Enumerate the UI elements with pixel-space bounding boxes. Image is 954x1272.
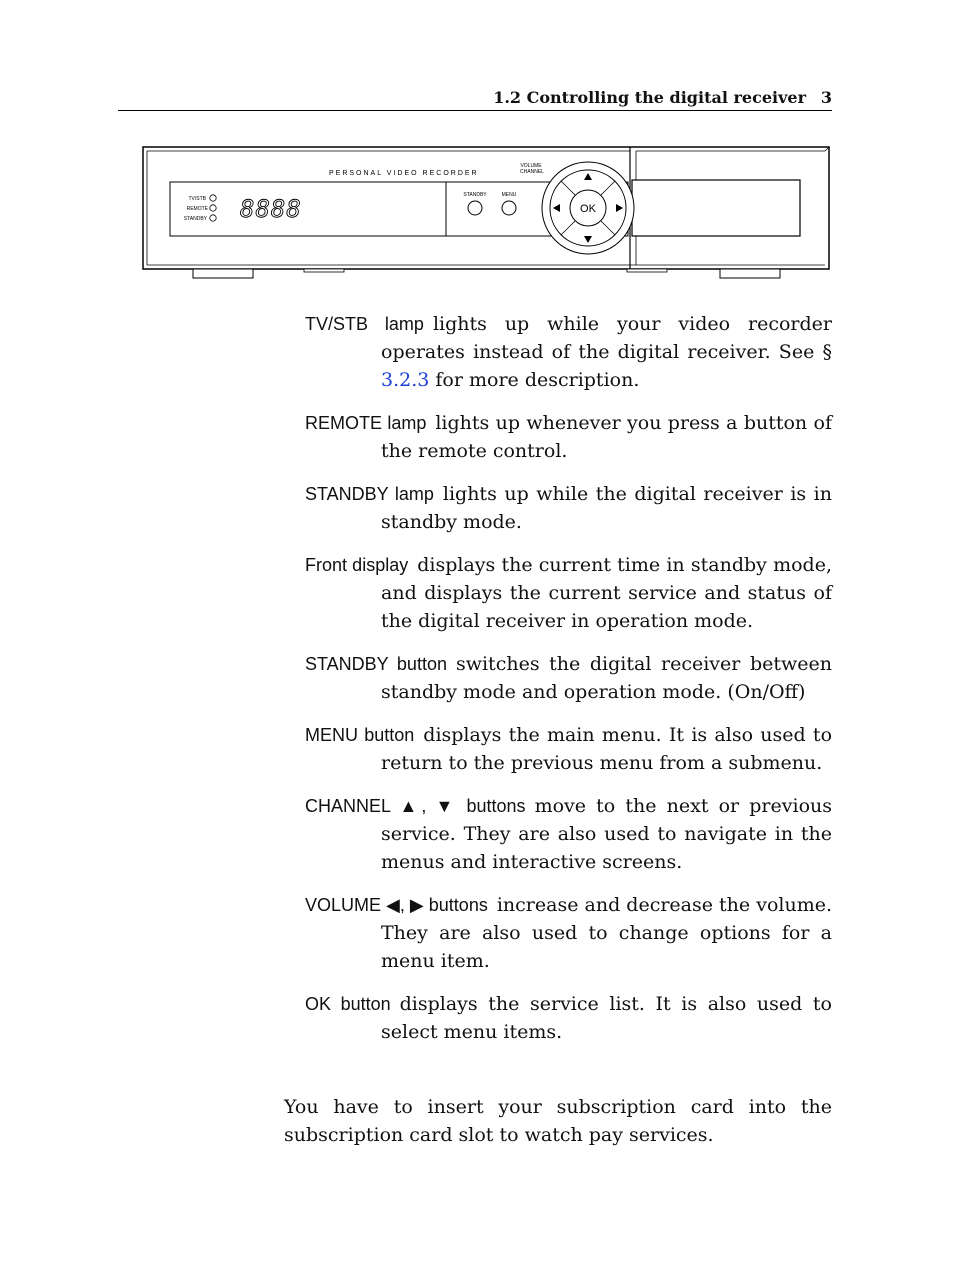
lamp-tv-stb: [188, 195, 216, 202]
brand-text: PERSONAL VIDEO RECORDER: [329, 170, 479, 177]
entry-term: VOLUME ◀, ▶ buttons: [305, 895, 488, 915]
entry-term: TV/STB lamp: [305, 314, 424, 334]
closing-paragraph: You have to insert your subscription card into the subscription card slot to watch pay services.: [284, 1096, 832, 1146]
entry-standby-lamp: [305, 480, 832, 536]
channel-label: CHANNEL: [520, 169, 544, 175]
entry-term: STANDBY lamp: [305, 484, 434, 504]
section-link[interactable]: 3.2.3: [381, 369, 430, 391]
lamp-label: TV/STB: [188, 196, 206, 202]
entry-text: lights up while your video recorder operates instead of the digital receiver. See §: [381, 313, 833, 363]
entry-term: CHANNEL ▲, ▼ buttons: [305, 796, 526, 816]
entry-channel-buttons: [305, 792, 832, 876]
menu-label: MENU: [501, 192, 517, 198]
entry-text: switches the digital receiver between standby mode and operation mode. (On/Off): [381, 653, 832, 703]
menu-button[interactable]: [502, 201, 516, 215]
entry-text: displays the current time in standby mode, and displays the current service and status of the digital receiver in operation mode.: [381, 554, 832, 632]
entry-text-end: for more description.: [429, 369, 640, 391]
entry-standby-button: [305, 650, 832, 706]
lamp-indicator: [210, 215, 216, 221]
entry-term: STANDBY button: [305, 654, 447, 674]
lamp-indicator: [210, 205, 216, 211]
entry-text: move to the next or previous service. They are also used to navigate in the menus and interactive screens.: [381, 795, 832, 873]
page-number: 3: [820, 88, 832, 107]
lamp-standby: [184, 215, 216, 222]
receiver-front-panel-figure: [142, 146, 832, 280]
description-list: [305, 310, 832, 1061]
entry-term: REMOTE lamp: [305, 413, 427, 433]
volume-label: VOLUME: [520, 163, 542, 169]
standby-button[interactable]: [468, 201, 482, 215]
ok-label: OK: [580, 203, 596, 215]
lamp-label: STANDBY: [183, 216, 207, 222]
entry-tv-stb-lamp: [305, 310, 832, 394]
entry-text: displays the service list. It is also used to select menu items.: [381, 993, 832, 1043]
entry-term: MENU button: [305, 725, 415, 745]
entry-front-display: [305, 551, 832, 635]
entry-volume-buttons: [305, 891, 832, 975]
section-title: 1.2 Controlling the digital receiver: [493, 88, 806, 107]
lamp-indicator: [210, 195, 216, 201]
entry-term: Front display: [305, 555, 409, 575]
entry-text: increase and decrease the volume. They are also used to change options for a menu item.: [381, 894, 832, 972]
entry-ok-button: [305, 990, 832, 1046]
standby-label: STANDBY: [463, 192, 487, 198]
entry-text: displays the main menu. It is also used to return to the previous menu from a submenu.: [381, 724, 833, 774]
entry-menu-button: [305, 721, 832, 777]
lamp-label: REMOTE: [186, 206, 208, 212]
entry-text: lights up while the digital receiver is in standby mode.: [381, 483, 832, 533]
lamp-remote: [187, 205, 217, 212]
entry-text: lights up whenever you press a button of the remote control.: [381, 412, 832, 462]
running-header: [118, 86, 832, 111]
front-display: 8888: [240, 195, 302, 223]
entry-remote-lamp: [305, 409, 832, 465]
entry-term: OK button: [305, 994, 391, 1014]
